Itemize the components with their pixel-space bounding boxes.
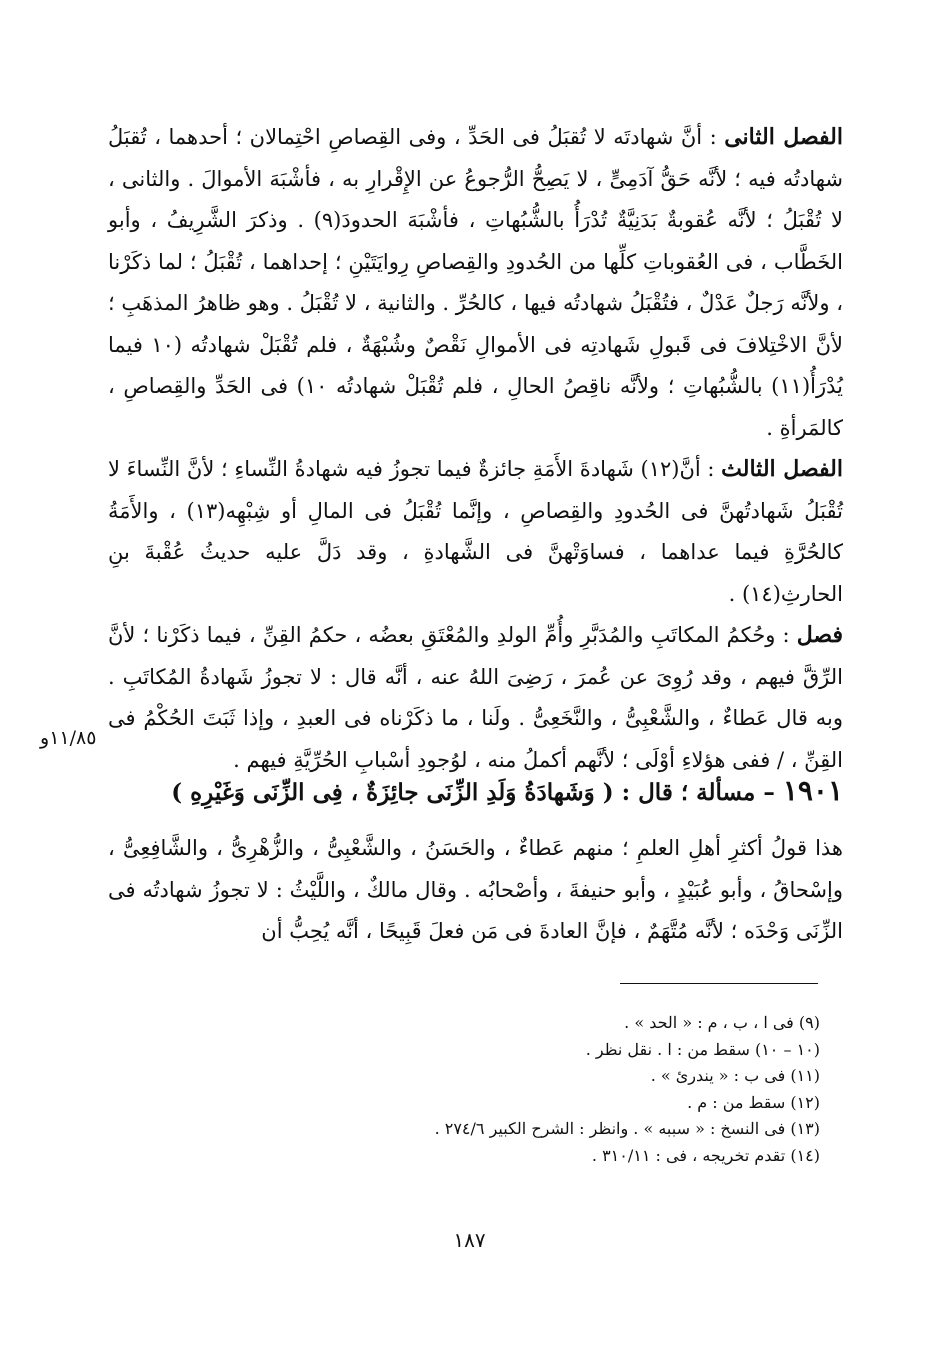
paragraph-text: : وحُكمُ المكاتَبِ والمُدَبَّرِ وأُمِّ الولدِ والمُعْتَقِ بعضُه ، حكمُ القِنِّ ، فيما ذكَرْنا ؛ لأنَّ الرِّقَّ فيهم ، وقد رُوِىَ عن عُمرَ ، رَضِىَ اللهُ عنه ، أنَّه قال : لا تجوزُ شَهادةُ المُكاتَبِ . وبه قال عَطاءٌ ، والشَّعْبِىُّ ، والنَّخَعِىُّ . ولَنا ، ما ذكَرْناه فى العبدِ ، وإذا ثَبَتَ الحُكْمُ فى القِنِّ ، / ففى هؤلاءِ أوْلَى ؛ لأنَّهم أكملُ منه ، لوُجودِ أسْبابِ الحُرِّيَّةِ فيهم . <box>108 623 843 772</box>
footnote: (١٠ – ١٠) سقط من : ا . نقل نظر . <box>585 1039 820 1059</box>
section-heading: الفصل الثانى <box>724 124 843 150</box>
masala-heading <box>108 770 843 814</box>
footnote: (١٢) سقط من : م . <box>687 1092 820 1112</box>
footnote: (١٣) فى النسخ : « سببه » . وانظر : الشرح الكبير ٢٧٤/٦ . <box>434 1119 820 1138</box>
footnote-divider <box>620 983 818 984</box>
paragraph-section-three <box>108 449 843 615</box>
section-heading: فصل <box>796 622 843 648</box>
paragraph-text: : أنَّ(١٢) شَهادةَ الأَمَةِ جائزةٌ فيما تجوزُ فيه شهادةُ النِّساءِ ؛ لأنَّ النِّساءَ لا تُقْبَلُ شَهادتُهنَّ فى الحُدودِ والقِصاصِ ، وإنَّما تُقْبَلُ فى المالِ أو شِبْهِه(١٣) ، والأَمَةُ كالحُرَّةِ فيما عداهما ، فساوَتْهنَّ فى الشَّهادةِ ، وقد دَلَّ عليه حديثُ عُقْبةَ بنِ الحارثِ(١٤) . <box>108 457 843 606</box>
footnotes <box>380 1010 820 1169</box>
paragraph-fasl <box>108 615 843 781</box>
margin-reference: ١١/٨٥و <box>40 727 97 749</box>
paragraph-commentary: هذا قولُ أكثرِ أهلِ العلمِ ؛ منهم عَطاءٌ ، والحَسَنُ ، والشَّعْبِىُّ ، والزُّهْرِىُّ ، والشَّافِعِىُّ ، وإسْحاقُ ، وأبو عُبَيْدٍ ، وأبو حنيفةَ ، وأصْحابُه . وقال مالكٌ ، واللَّيْثُ : لا تجوزُ شهادتُه فى الزِّنَى وَحْدَه ؛ لأنَّه مُتَّهَمٌ ، فإنَّ العادةَ فى مَن فعلَ قَبِيحًا ، أنَّه يُحِبُّ أن <box>108 836 843 943</box>
paragraph-section-two <box>108 117 843 449</box>
masala-number: ١٩٠١ <box>782 774 843 807</box>
footnote: (٩) فى ا ، ب ، م : « الحد » . <box>624 1013 820 1032</box>
main-text-block <box>108 117 843 781</box>
masala-label: – مسألة ؛ قال : <box>613 779 783 806</box>
footnote: (١١) فى ب : « يندرئ » . <box>650 1066 820 1085</box>
page-number: ١٨٧ <box>453 1228 486 1252</box>
paragraph-text: : أنَّ شهادتَه لا تُقبَلُ فى الحَدِّ ، وفى القِصاصِ احْتِمالان ؛ أحدهما ، تُقبَلُ شهادتُه فيه ؛ لأنَّه حَقُّ آدَمِىٍّ ، لا يَصِحُّ الرُّجوعُ عن الإِقْرارِ به ، فأشْبَهَ الأموالَ . والثانى ، لا تُقْبَلُ ؛ لأنَّه عُقوبةٌ بَدَنِيَّةٌ تُدْرَأُ بالشُّبُهاتِ ، فأشْبَهَ الحدودَ(٩) . وذكرَ الشَّرِيفُ ، وأبو الخَطَّاب ، فى العُقوباتِ كلِّها من الحُدودِ والقِصاصِ رِوايَتَيْنِ ؛ إحداهما ، تُقْبَلُ ؛ لما ذكَرْنا ، ولأنَّه رَجلٌ عَدْلٌ ، فتُقْبَلُ شهادتُه فيها ، كالحُرِّ . والثانية ، لا تُقْبَلُ . وهو ظاهرُ المذهَبِ ؛ لأنَّ الاخْتِلافَ فى قَبولِ شَهادتِه فى الأموالِ نَقْصٌ وشُبْهَةٌ ، فلم تُقْبَلْ شهادتُه (١٠ فيما يُدْرَأُ(١١) بالشُّبُهاتِ ؛ ولأنَّه ناقِصُ الحالِ ، فلم تُقْبَلْ شهادتُه ١٠) فى الحَدِّ والقِصاصِ ، كالمَرأةِ . <box>108 125 843 440</box>
section-heading: الفصل الثالث <box>721 456 843 482</box>
footnote: (١٤) تقدم تخريجه ، فى : ٣١٠/١١ . <box>591 1145 820 1165</box>
commentary-block <box>108 828 843 953</box>
masala-quote: ( وَشَهادَةُ وَلَدِ الزِّنَى جائِزَةٌ ، فِى الزِّنَى وَغَيْرِهِ ) <box>171 779 614 806</box>
